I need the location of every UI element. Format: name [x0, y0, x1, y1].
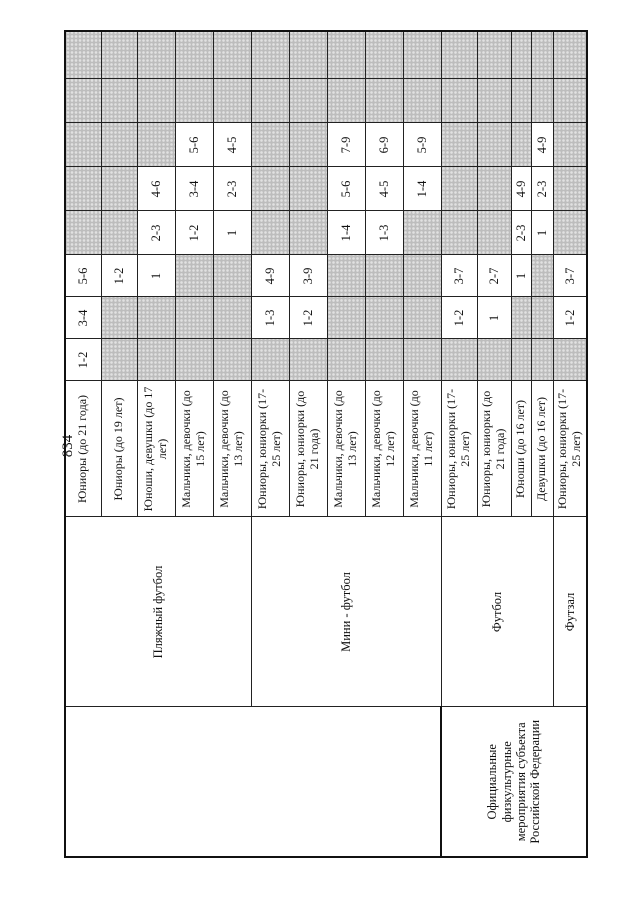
- place-cell: [441, 339, 477, 381]
- place-cell: 6-9: [365, 123, 403, 167]
- place-cell: [251, 123, 289, 167]
- place-cell: [327, 297, 365, 339]
- place-cell: [403, 31, 441, 79]
- place-cell: 1-2: [289, 297, 327, 339]
- place-cell: 7-9: [327, 123, 365, 167]
- place-cell: 1-3: [365, 211, 403, 255]
- place-cell: [251, 339, 289, 381]
- place-cell: [441, 167, 477, 211]
- place-cell: [365, 339, 403, 381]
- place-cell: [511, 123, 531, 167]
- place-cell: [327, 79, 365, 123]
- place-cell: 5-6: [175, 123, 213, 167]
- age-group-cell: Юниоры, юниорки (до 21 года): [289, 381, 327, 517]
- place-cell: [531, 255, 553, 297]
- place-cell: [403, 211, 441, 255]
- place-cell: [65, 31, 101, 79]
- place-cell: [553, 123, 587, 167]
- place-cell: [327, 339, 365, 381]
- place-cell: [553, 79, 587, 123]
- place-cell: 4-9: [251, 255, 289, 297]
- ranking-table: [64, 30, 588, 858]
- place-cell: [289, 167, 327, 211]
- age-group-cell: Мальчики, девочки (до 15 лет): [175, 381, 213, 517]
- place-cell: [175, 297, 213, 339]
- place-cell: 1: [477, 297, 511, 339]
- place-cell: [327, 255, 365, 297]
- place-cell: [441, 123, 477, 167]
- place-cell: [289, 123, 327, 167]
- place-cell: 3-7: [553, 255, 587, 297]
- place-cell: [251, 79, 289, 123]
- place-cell: [65, 167, 101, 211]
- place-cell: [101, 79, 137, 123]
- place-cell: 2-3: [213, 167, 251, 211]
- place-cell: [251, 31, 289, 79]
- place-cell: 1-4: [403, 167, 441, 211]
- place-cell: [477, 167, 511, 211]
- place-cell: 4-9: [511, 167, 531, 211]
- place-cell: [477, 123, 511, 167]
- place-cell: 5-9: [403, 123, 441, 167]
- place-cell: [441, 31, 477, 79]
- place-cell: [213, 79, 251, 123]
- place-cell: [477, 211, 511, 255]
- discipline-cell: Пляжный футбол: [65, 517, 251, 707]
- place-cell: [511, 79, 531, 123]
- place-cell: [511, 31, 531, 79]
- place-cell: [101, 211, 137, 255]
- place-cell: [511, 339, 531, 381]
- place-cell: 4-5: [213, 123, 251, 167]
- place-cell: [477, 79, 511, 123]
- age-group-cell: Юниоры (до 19 лет): [101, 381, 137, 517]
- place-cell: 2-7: [477, 255, 511, 297]
- place-cell: 1-2: [553, 297, 587, 339]
- place-cell: [101, 339, 137, 381]
- place-cell: [403, 79, 441, 123]
- place-cell: 1-3: [251, 297, 289, 339]
- place-cell: [403, 255, 441, 297]
- age-group-cell: Юниоры, юниорки (17-25 лет): [441, 381, 477, 517]
- place-cell: [65, 211, 101, 255]
- discipline-cell: Футбол: [441, 517, 553, 707]
- place-cell: 3-4: [175, 167, 213, 211]
- place-cell: [553, 211, 587, 255]
- place-cell: 2-3: [531, 167, 553, 211]
- place-cell: [511, 297, 531, 339]
- place-cell: 1-2: [65, 339, 101, 381]
- discipline-cell: Футзал: [553, 517, 587, 707]
- place-cell: [553, 31, 587, 79]
- age-group-cell: Девушки (до 16 лет): [531, 381, 553, 517]
- table-row: [65, 31, 101, 857]
- age-group-cell: Мальчики, девочки (до 12 лет): [365, 381, 403, 517]
- place-cell: 5-6: [327, 167, 365, 211]
- place-cell: [365, 31, 403, 79]
- table-body: [65, 31, 587, 857]
- rotated-table-container: [64, 32, 584, 858]
- place-cell: 4-6: [137, 167, 175, 211]
- discipline-cell: Мини - футбол: [251, 517, 441, 707]
- place-cell: 2-3: [511, 211, 531, 255]
- place-cell: [441, 79, 477, 123]
- age-group-cell: Юноши (до 16 лет): [511, 381, 531, 517]
- table-row: [441, 31, 477, 857]
- place-cell: [213, 255, 251, 297]
- place-cell: [441, 211, 477, 255]
- place-cell: [531, 297, 553, 339]
- place-cell: 1: [511, 255, 531, 297]
- place-cell: [65, 123, 101, 167]
- place-cell: [289, 211, 327, 255]
- place-cell: [175, 79, 213, 123]
- age-group-cell: Юниоры (до 21 года): [65, 381, 101, 517]
- place-cell: 1: [137, 255, 175, 297]
- place-cell: [213, 31, 251, 79]
- age-group-cell: Мальчики, девочки (до 13 лет): [213, 381, 251, 517]
- place-cell: [65, 79, 101, 123]
- place-cell: [365, 297, 403, 339]
- age-group-cell: Юниоры, юниорки (до 21 года): [477, 381, 511, 517]
- place-cell: 1: [213, 211, 251, 255]
- place-cell: [137, 297, 175, 339]
- place-cell: [213, 339, 251, 381]
- place-cell: [531, 79, 553, 123]
- place-cell: 1-2: [441, 297, 477, 339]
- place-cell: [289, 79, 327, 123]
- place-cell: [327, 31, 365, 79]
- place-cell: 1-2: [175, 211, 213, 255]
- place-cell: [137, 79, 175, 123]
- place-cell: 1-4: [327, 211, 365, 255]
- age-group-cell: Юниоры, юниорки (17-25 лет): [251, 381, 289, 517]
- place-cell: [137, 123, 175, 167]
- place-cell: [553, 339, 587, 381]
- place-cell: [477, 31, 511, 79]
- place-cell: 1-2: [101, 255, 137, 297]
- place-cell: 3-4: [65, 297, 101, 339]
- age-group-cell: Юноши, девушки (до 17 лет): [137, 381, 175, 517]
- place-cell: 2-3: [137, 211, 175, 255]
- place-cell: [251, 167, 289, 211]
- place-cell: [251, 211, 289, 255]
- place-cell: [531, 339, 553, 381]
- place-cell: [365, 255, 403, 297]
- place-cell: [289, 339, 327, 381]
- age-group-cell: Юниоры, юниорки (17-25 лет): [553, 381, 587, 517]
- place-cell: 4-5: [365, 167, 403, 211]
- place-cell: 3-7: [441, 255, 477, 297]
- place-cell: [289, 31, 327, 79]
- place-cell: [137, 31, 175, 79]
- place-cell: [365, 79, 403, 123]
- category-cell: Официальные физкультурные мероприятия субъекта Российской Федерации: [441, 707, 587, 857]
- place-cell: [403, 339, 441, 381]
- place-cell: [101, 297, 137, 339]
- place-cell: [101, 31, 137, 79]
- place-cell: [175, 339, 213, 381]
- place-cell: 5-6: [65, 255, 101, 297]
- place-cell: [553, 167, 587, 211]
- place-cell: [101, 123, 137, 167]
- place-cell: [213, 297, 251, 339]
- place-cell: 1: [531, 211, 553, 255]
- place-cell: [175, 255, 213, 297]
- place-cell: [477, 339, 511, 381]
- place-cell: 3-9: [289, 255, 327, 297]
- place-cell: 4-9: [531, 123, 553, 167]
- page-number: 834: [60, 434, 76, 458]
- place-cell: [403, 297, 441, 339]
- place-cell: [175, 31, 213, 79]
- age-group-cell: Мальчики, девочки (до 11 лет): [403, 381, 441, 517]
- place-cell: [101, 167, 137, 211]
- place-cell: [531, 31, 553, 79]
- category-cell-empty: [65, 707, 441, 857]
- place-cell: [137, 339, 175, 381]
- age-group-cell: Мальчики, девочки (до 13 лет): [327, 381, 365, 517]
